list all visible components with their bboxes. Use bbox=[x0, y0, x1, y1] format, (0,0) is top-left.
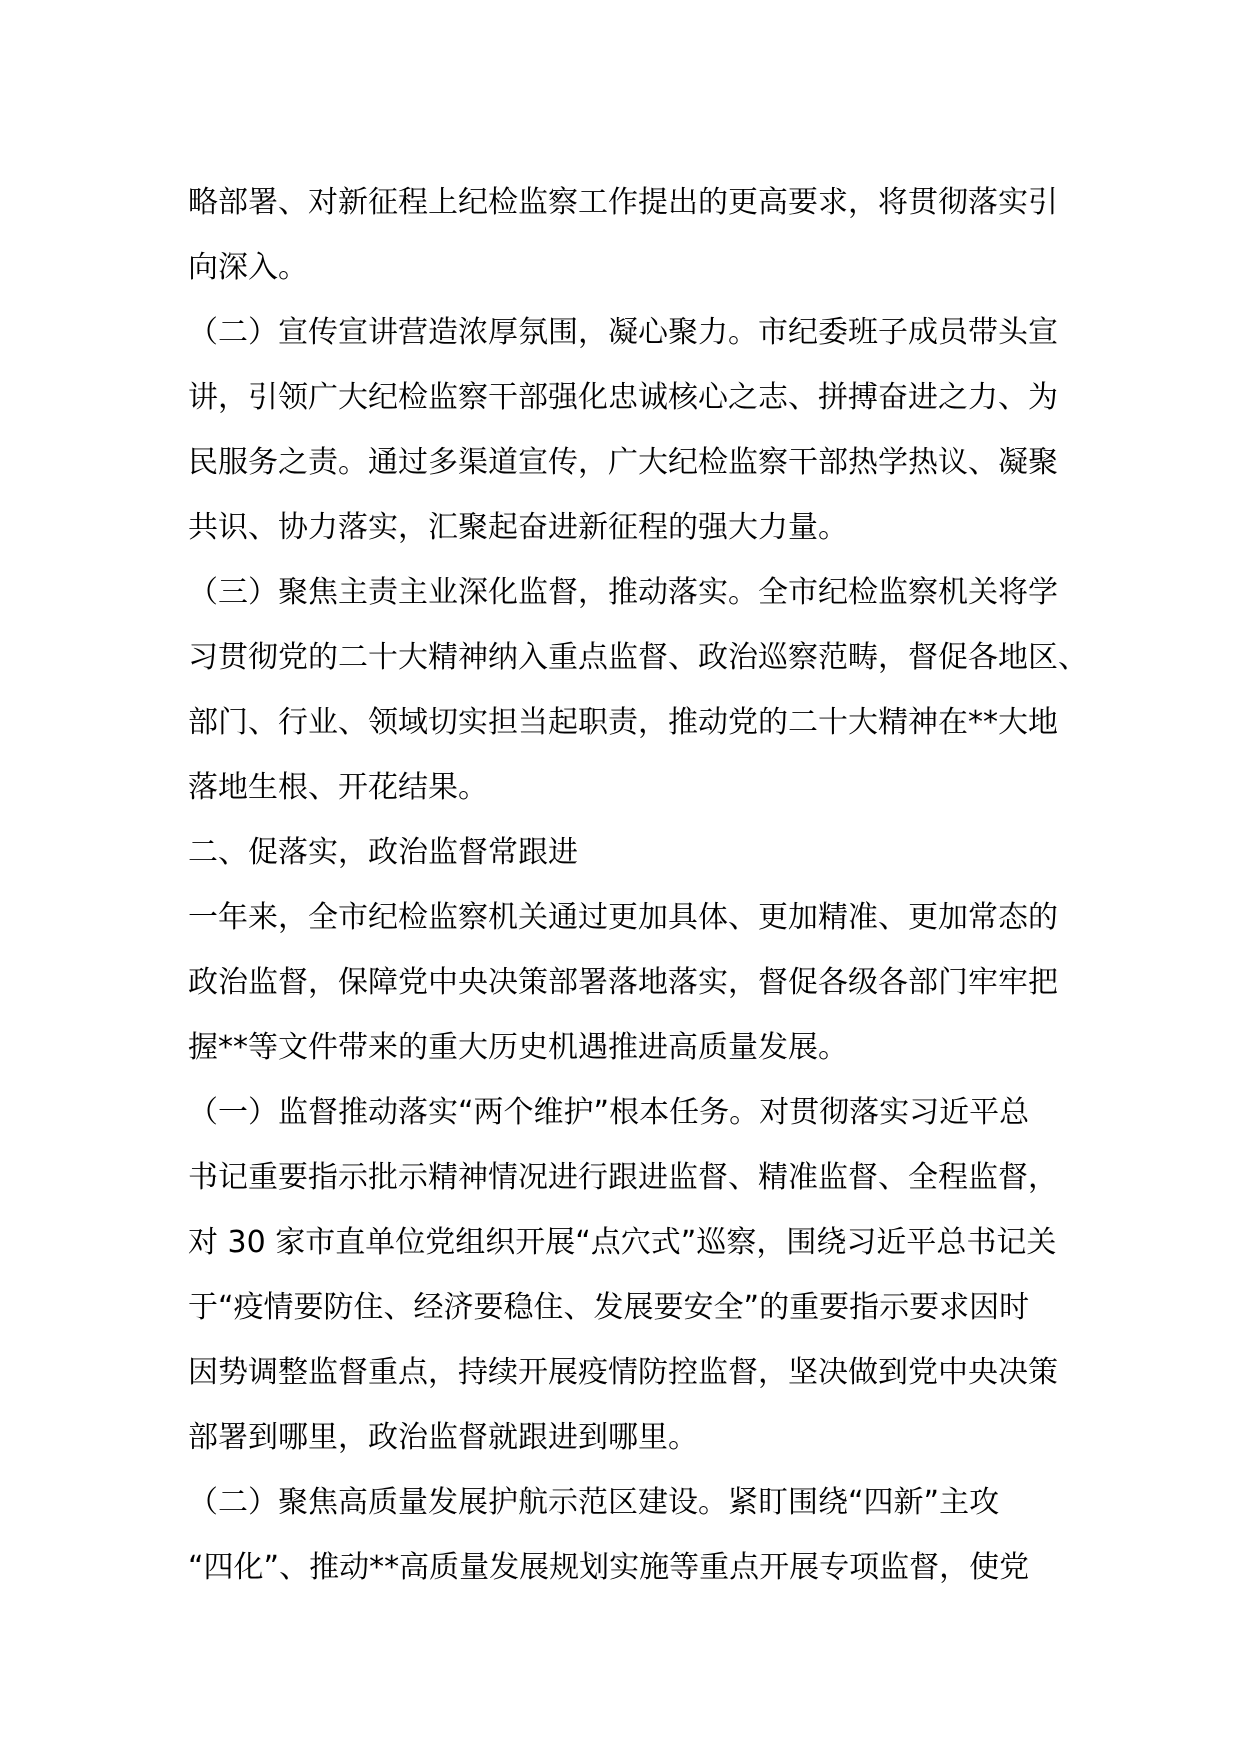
text-line: 一年来，全市纪检监察机关通过更加具体、更加精准、更加常态的 bbox=[188, 900, 1058, 935]
document-body bbox=[188, 170, 1088, 1600]
text-line: 习贯彻党的二十大精神纳入重点监督、政治巡察范畴，督促各地区、 bbox=[188, 640, 1088, 675]
section-heading: 二、促落实，政治监督常跟进 bbox=[188, 835, 578, 870]
text-line: 书记重要指示批示精神情况进行跟进监督、精准监督、全程监督， bbox=[188, 1160, 1058, 1195]
text-line: （一）监督推动落实“两个维护”根本任务。对贯彻落实习近平总 bbox=[188, 1095, 1030, 1130]
text-line: 落地生根、开花结果。 bbox=[188, 770, 488, 805]
text-line: “四化”、推动**高质量发展规划实施等重点开展专项监督，使党 bbox=[188, 1550, 1030, 1585]
text-line: 部门、行业、领域切实担当起职责，推动党的二十大精神在**大地 bbox=[188, 705, 1058, 740]
text-line: 因势调整监督重点，持续开展疫情防控监督，坚决做到党中央决策 bbox=[188, 1355, 1058, 1390]
text-line: 略部署、对新征程上纪检监察工作提出的更高要求，将贯彻落实引 bbox=[188, 185, 1058, 220]
text-line: （二）宣传宣讲营造浓厚氛围，凝心聚力。市纪委班子成员带头宣 bbox=[188, 315, 1058, 350]
text-line: 向深入。 bbox=[188, 250, 308, 285]
text-line: 共识、协力落实，汇聚起奋进新征程的强大力量。 bbox=[188, 510, 848, 545]
text-line: 民服务之责。通过多渠道宣传，广大纪检监察干部热学热议、凝聚 bbox=[188, 445, 1058, 480]
text-line: 部署到哪里，政治监督就跟进到哪里。 bbox=[188, 1420, 698, 1455]
text-line: （二）聚焦高质量发展护航示范区建设。紧盯围绕“四新”主攻 bbox=[188, 1485, 1000, 1520]
text-line: （三）聚焦主责主业深化监督，推动落实。全市纪检监察机关将学 bbox=[188, 575, 1058, 610]
text-line: 对 30 家市直单位党组织开展“点穴式”巡察，围绕习近平总书记关 bbox=[188, 1225, 1057, 1260]
text-line: 政治监督，保障党中央决策部署落地落实，督促各级各部门牢牢把 bbox=[188, 965, 1058, 1000]
text-line: 于“疫情要防住、经济要稳住、发展要安全”的重要指示要求因时 bbox=[188, 1290, 1030, 1325]
text-line: 讲，引领广大纪检监察干部强化忠诚核心之志、拼搏奋进之力、为 bbox=[188, 380, 1058, 415]
text-line: 握**等文件带来的重大历史机遇推进高质量发展。 bbox=[188, 1030, 848, 1065]
